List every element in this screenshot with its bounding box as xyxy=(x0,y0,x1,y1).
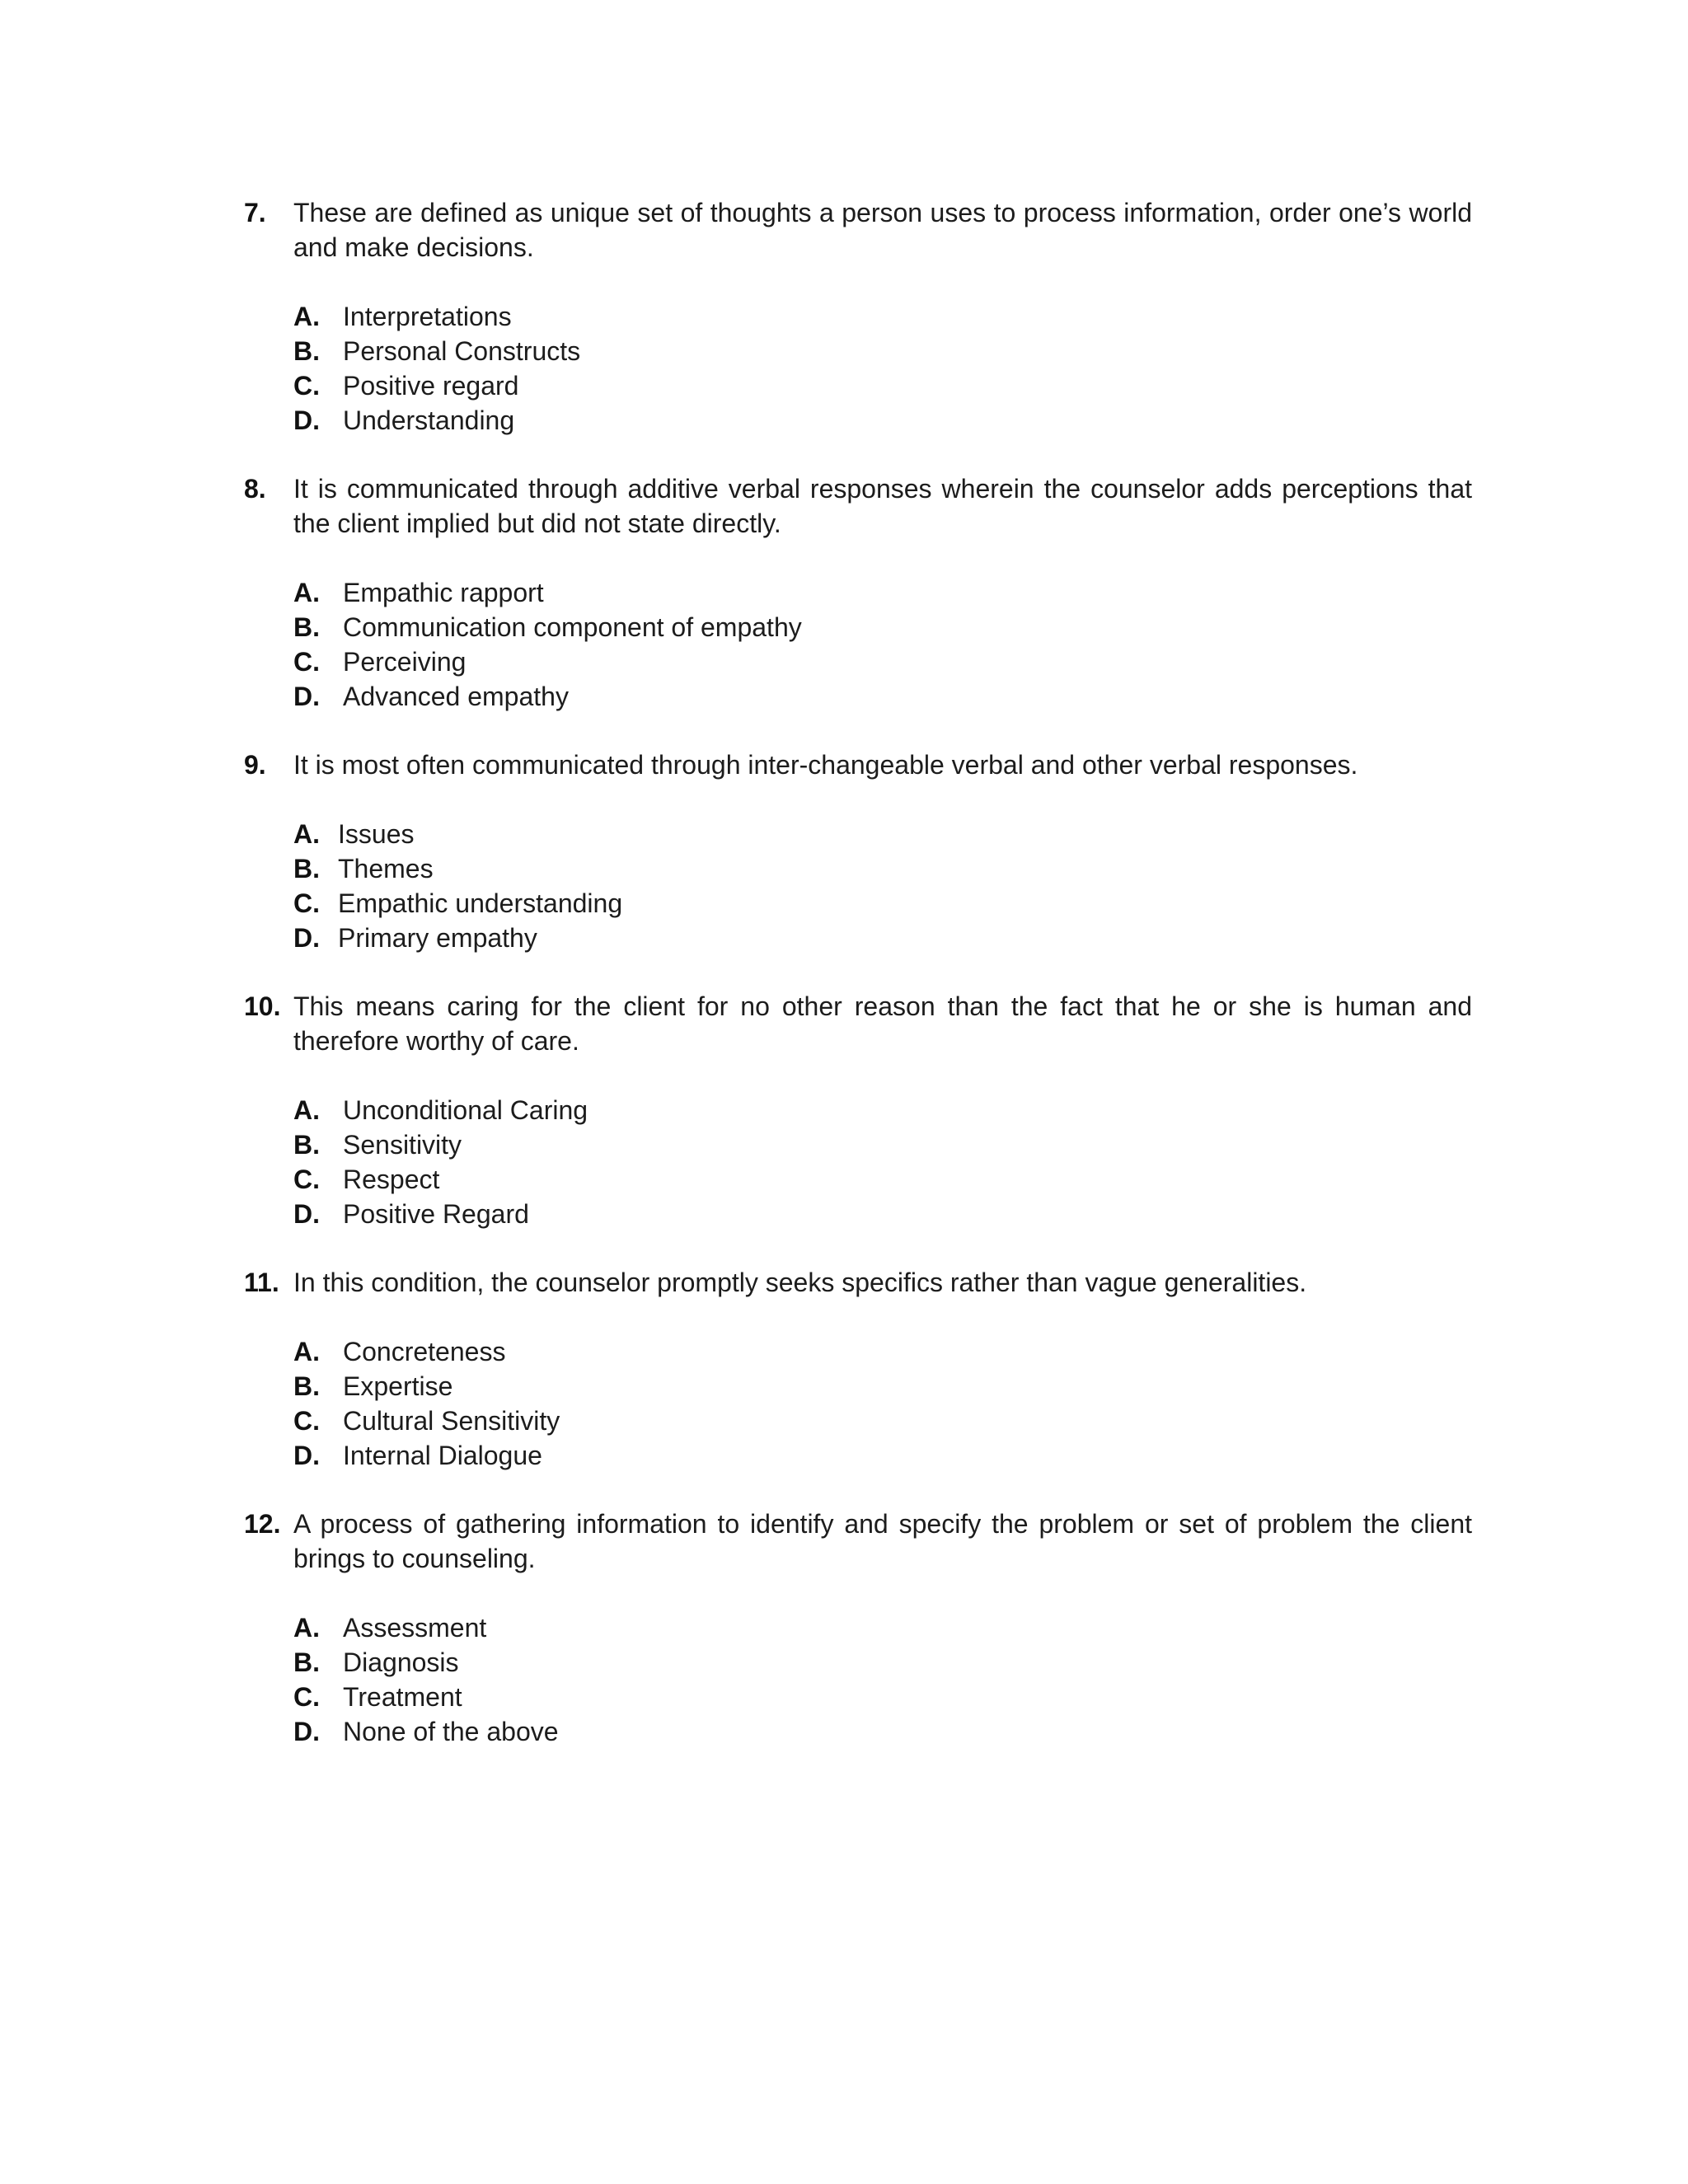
choice-text: Perceiving xyxy=(343,647,467,677)
choice-letter: B. xyxy=(293,336,320,366)
choice-text: Positive regard xyxy=(343,371,519,401)
question-number: 11. xyxy=(244,1268,279,1297)
choice-letter: D. xyxy=(293,405,320,435)
choice-text: Primary empathy xyxy=(338,923,537,953)
choice-a[interactable] xyxy=(293,817,1472,851)
question-number: 10. xyxy=(244,991,281,1021)
answer-choices xyxy=(293,1334,1472,1473)
question-8 xyxy=(244,471,1472,714)
question-7 xyxy=(244,195,1472,438)
question-9 xyxy=(244,748,1472,955)
answer-choices xyxy=(293,1093,1472,1231)
choice-letter: B. xyxy=(293,1647,320,1677)
choice-text: Empathic understanding xyxy=(338,888,623,918)
choice-b[interactable] xyxy=(293,1369,1472,1404)
question-number: 8. xyxy=(244,474,266,504)
choice-d[interactable] xyxy=(293,679,1472,714)
question-text: These are defined as unique set of thoughts a person uses to process information, order one’s world and make decisions. xyxy=(293,198,1472,262)
question-11 xyxy=(244,1265,1472,1473)
choice-letter: D. xyxy=(293,682,320,711)
choice-b[interactable] xyxy=(293,1127,1472,1162)
choice-letter: C. xyxy=(293,1406,320,1436)
question-number: 7. xyxy=(244,198,266,227)
choice-text: Positive Regard xyxy=(343,1199,529,1229)
choice-text: Interpretations xyxy=(343,302,512,331)
question-text: It is communicated through additive verbal responses wherein the counselor adds perceptions that the client implied but did not state directly. xyxy=(293,474,1472,538)
question-text: In this condition, the counselor promptly seeks specifics rather than vague generalities. xyxy=(293,1268,1307,1297)
choice-text: Themes xyxy=(338,854,434,883)
choice-a[interactable] xyxy=(293,1334,1472,1369)
choice-c[interactable] xyxy=(293,1680,1472,1714)
choice-a[interactable] xyxy=(293,1610,1472,1645)
choice-text: Advanced empathy xyxy=(343,682,569,711)
question-text: A process of gathering information to identify and specify the problem or set of problem the client brings to counseling. xyxy=(293,1509,1472,1573)
choice-letter: D. xyxy=(293,1441,320,1470)
answer-choices xyxy=(293,575,1472,714)
choice-d[interactable] xyxy=(293,403,1472,438)
choice-letter: A. xyxy=(293,819,320,849)
question-number: 12. xyxy=(244,1509,281,1539)
choice-letter: A. xyxy=(293,302,320,331)
question-number: 9. xyxy=(244,750,266,780)
choice-text: Unconditional Caring xyxy=(343,1095,588,1125)
question-text: It is most often communicated through inter-changeable verbal and other verbal responses. xyxy=(293,750,1358,780)
choice-c[interactable] xyxy=(293,886,1472,921)
choice-b[interactable] xyxy=(293,610,1472,644)
choice-letter: A. xyxy=(293,1337,320,1366)
choice-text: Understanding xyxy=(343,405,515,435)
choice-letter: B. xyxy=(293,612,320,642)
choice-letter: C. xyxy=(293,1682,320,1712)
choice-a[interactable] xyxy=(293,575,1472,610)
choice-letter: A. xyxy=(293,578,320,607)
choice-text: Issues xyxy=(338,819,415,849)
choice-text: Cultural Sensitivity xyxy=(343,1406,560,1436)
choice-letter: D. xyxy=(293,923,320,953)
answer-choices xyxy=(293,817,1472,955)
choice-c[interactable] xyxy=(293,368,1472,403)
choice-letter: D. xyxy=(293,1199,320,1229)
choice-letter: B. xyxy=(293,1130,320,1160)
answer-choices xyxy=(293,1610,1472,1749)
choice-d[interactable] xyxy=(293,1714,1472,1749)
choice-letter: C. xyxy=(293,371,320,401)
answer-choices xyxy=(293,299,1472,438)
choice-d[interactable] xyxy=(293,921,1472,955)
choice-letter: C. xyxy=(293,647,320,677)
choice-text: Empathic rapport xyxy=(343,578,544,607)
choice-text: Sensitivity xyxy=(343,1130,462,1160)
choice-text: Diagnosis xyxy=(343,1647,459,1677)
choice-letter: C. xyxy=(293,888,320,918)
choice-text: Respect xyxy=(343,1165,440,1194)
choice-a[interactable] xyxy=(293,299,1472,334)
choice-text: Communication component of empathy xyxy=(343,612,802,642)
choice-c[interactable] xyxy=(293,1162,1472,1197)
choice-c[interactable] xyxy=(293,1404,1472,1438)
choice-text: Assessment xyxy=(343,1613,487,1643)
choice-text: Expertise xyxy=(343,1371,453,1401)
choice-letter: A. xyxy=(293,1613,320,1643)
choice-text: Treatment xyxy=(343,1682,462,1712)
choice-d[interactable] xyxy=(293,1197,1472,1231)
choice-b[interactable] xyxy=(293,334,1472,368)
choice-d[interactable] xyxy=(293,1438,1472,1473)
question-12 xyxy=(244,1507,1472,1749)
choice-b[interactable] xyxy=(293,851,1472,886)
choice-text: Concreteness xyxy=(343,1337,506,1366)
choice-letter: B. xyxy=(293,1371,320,1401)
choice-b[interactable] xyxy=(293,1645,1472,1680)
question-10 xyxy=(244,989,1472,1231)
choice-letter: D. xyxy=(293,1717,320,1746)
question-text: This means caring for the client for no other reason than the fact that he or she is human and therefore worthy of care. xyxy=(293,991,1472,1056)
choice-letter: C. xyxy=(293,1165,320,1194)
choice-text: None of the above xyxy=(343,1717,559,1746)
choice-text: Personal Constructs xyxy=(343,336,581,366)
choice-c[interactable] xyxy=(293,644,1472,679)
choice-letter: A. xyxy=(293,1095,320,1125)
choice-letter: B. xyxy=(293,854,320,883)
choice-a[interactable] xyxy=(293,1093,1472,1127)
choice-text: Internal Dialogue xyxy=(343,1441,542,1470)
